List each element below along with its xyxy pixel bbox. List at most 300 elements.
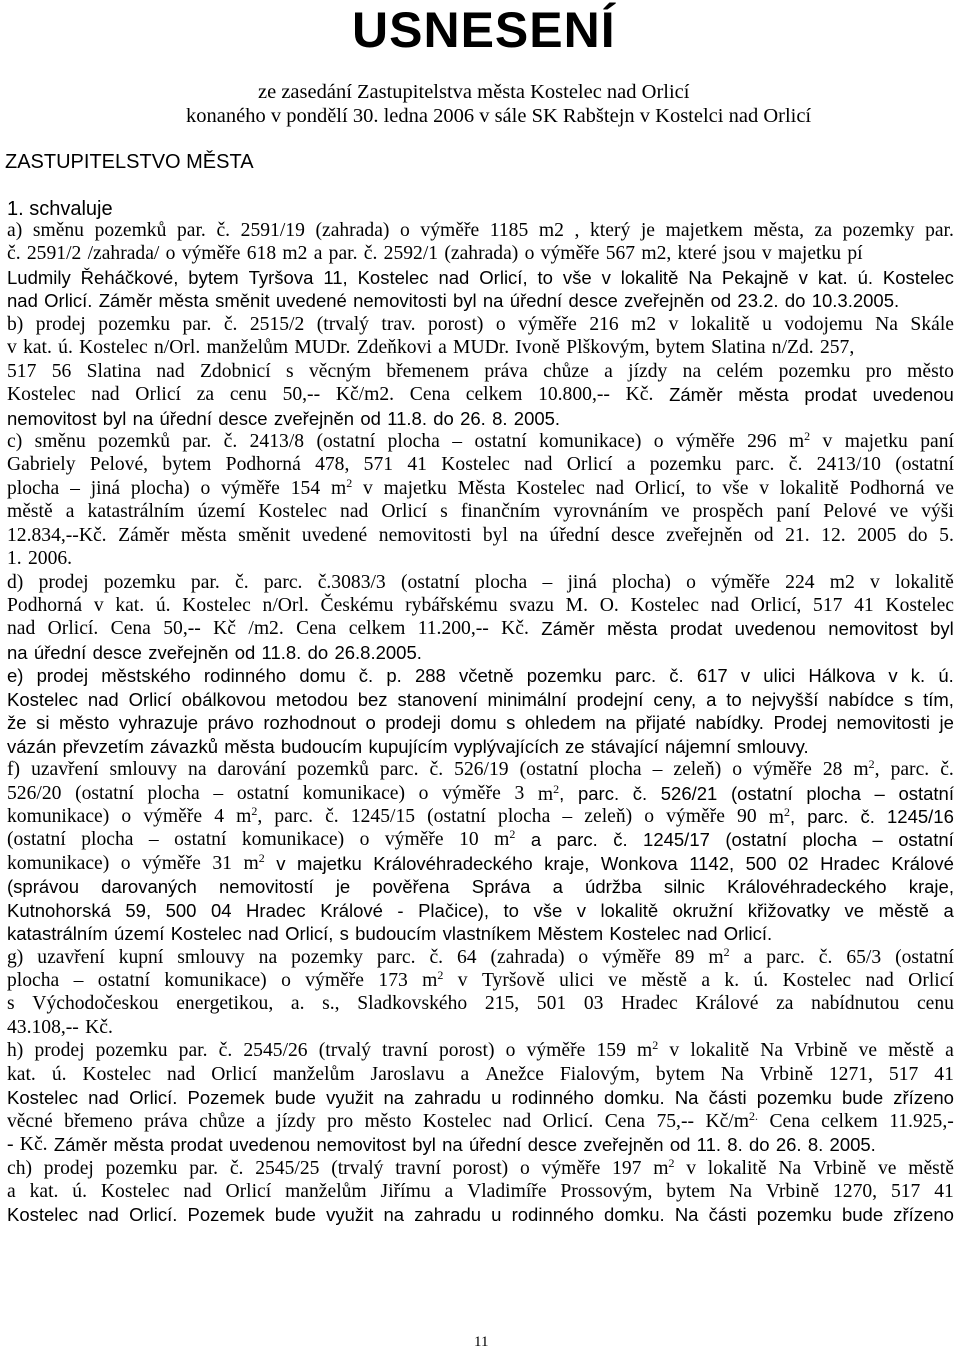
word: Cena	[604, 1110, 645, 1132]
word: komunikace)	[7, 852, 110, 874]
word: č.	[363, 243, 378, 265]
document-title: USNESENÍ	[352, 2, 616, 58]
word: manželům	[285, 1180, 367, 1202]
word: od	[710, 290, 732, 312]
word: výměře	[540, 243, 600, 265]
word: ve	[844, 899, 865, 921]
word: komunikace)	[539, 430, 642, 452]
word: 617	[696, 665, 728, 687]
word: a	[438, 337, 447, 359]
word: kat.	[817, 266, 848, 288]
word: č.	[7, 243, 21, 265]
word: plocha	[7, 970, 60, 991]
word: Orlicí	[566, 454, 613, 476]
word: n/Orl.	[153, 337, 201, 359]
word: (ostatní	[7, 829, 66, 851]
word: –	[73, 970, 84, 991]
word: –	[874, 782, 885, 804]
word: od	[753, 524, 774, 546]
word: Kostelec	[882, 266, 954, 288]
word: o	[732, 759, 743, 781]
word: 257,	[819, 337, 855, 359]
word: Na	[674, 1204, 699, 1226]
word: Zdeňkovi	[356, 337, 432, 359]
word: 526/19	[454, 759, 509, 781]
word: 526/21	[660, 782, 718, 804]
word: v	[686, 1157, 697, 1179]
word: vyplývajících	[453, 735, 559, 757]
word: 2591/2	[26, 243, 82, 265]
word: za	[814, 220, 833, 241]
word: nad	[183, 1180, 212, 1202]
word: výměře	[420, 220, 480, 241]
word: porost)	[427, 313, 484, 335]
word: majetkem	[665, 220, 743, 241]
word: byl	[452, 290, 477, 312]
word: území	[197, 501, 246, 523]
word: zeleň)	[673, 759, 722, 781]
word: nabídnutou	[811, 993, 900, 1015]
word: $m^2$	[243, 850, 265, 874]
word: $m^2$	[422, 968, 444, 991]
word: ú.	[938, 665, 954, 687]
word: plocha	[147, 782, 200, 804]
text-line	[7, 547, 954, 570]
word: výměře	[602, 946, 661, 968]
text-line	[7, 922, 954, 945]
word: výměře	[384, 829, 444, 851]
word: ve	[935, 477, 954, 499]
word: Orlicí,	[634, 477, 686, 499]
word: 618	[246, 243, 277, 265]
word: komunikace)	[164, 970, 267, 991]
word: nad	[87, 688, 119, 710]
word: směnu	[34, 430, 86, 452]
word: par.	[189, 1157, 219, 1179]
word: par.	[182, 430, 212, 452]
word: nabídky.	[695, 712, 764, 734]
word: ohledem	[524, 712, 596, 734]
word: do	[307, 641, 329, 663]
word: 28	[822, 759, 843, 781]
word: a	[701, 970, 711, 991]
word: Prodej	[773, 712, 827, 734]
word: nad	[686, 923, 718, 945]
word: Pekajně	[721, 266, 789, 288]
word: par.	[177, 220, 206, 241]
word: Na	[760, 1040, 784, 1062]
word: $m^2$	[330, 475, 353, 499]
word: úřední	[159, 407, 212, 429]
word: Orlicí	[211, 1063, 257, 1085]
word: obálkovou	[181, 688, 266, 710]
word: je	[939, 712, 954, 734]
word: $m^2$	[653, 1155, 675, 1179]
word: města	[607, 618, 658, 640]
word: v	[798, 266, 808, 288]
word: 12.834,--Kč.	[7, 524, 107, 546]
word: tím,	[923, 688, 954, 710]
word: parc.	[379, 759, 419, 781]
text-line	[7, 992, 954, 1015]
text-line	[7, 758, 954, 781]
word: nad	[88, 1204, 119, 1226]
word: desce	[527, 1134, 578, 1156]
word: o	[365, 712, 376, 734]
word: Kostelec	[885, 595, 954, 616]
word: finančním	[460, 501, 541, 523]
word: č.	[860, 805, 875, 827]
word: 3	[514, 782, 525, 804]
word: jsou	[722, 243, 756, 265]
word: (ostatní	[731, 782, 793, 804]
word: kat.	[7, 1063, 36, 1085]
word: č.	[429, 946, 444, 968]
word: 26.8.2005.	[334, 641, 422, 663]
word: 10.3.2005.	[811, 290, 900, 312]
word: Pelové	[823, 501, 877, 523]
word: kat.	[29, 1180, 59, 1202]
word: s	[440, 501, 448, 523]
text-line	[7, 735, 954, 758]
word: kat.	[23, 337, 52, 359]
word: si	[36, 712, 50, 734]
word: 517	[813, 595, 843, 616]
word: Orlicí.	[44, 290, 93, 312]
word: o	[359, 829, 370, 851]
word: a	[444, 1180, 454, 1202]
word: desce	[611, 524, 655, 546]
word: katastrálním	[87, 501, 185, 523]
word: nad	[438, 266, 470, 288]
word: na	[605, 712, 626, 734]
word: na	[383, 1204, 405, 1226]
word: 50,--	[163, 618, 201, 640]
word: uvedené	[301, 524, 368, 546]
word: –	[542, 571, 553, 593]
word: (ostatní	[725, 829, 788, 851]
word: o	[418, 782, 429, 804]
superscript: 2	[346, 475, 353, 490]
word: k.	[910, 665, 926, 687]
word: nad	[524, 454, 553, 476]
word: uzavření	[37, 946, 105, 968]
superscript: 2	[251, 803, 258, 818]
word: $Kč/m^{2.}$	[705, 1108, 758, 1132]
word: travní	[395, 1157, 441, 1179]
word: výměře	[753, 759, 812, 781]
word: e)	[7, 665, 24, 687]
word: Ivoně	[515, 337, 561, 359]
word: 41	[854, 595, 874, 616]
word: Králové	[891, 852, 954, 874]
superscript: 2	[804, 428, 811, 443]
word: nemovitost	[316, 1134, 406, 1156]
word: 11.8.	[261, 641, 302, 663]
word: uvedené	[275, 290, 347, 312]
word: plocha	[474, 571, 528, 593]
word: v	[761, 243, 772, 265]
word: Skále	[910, 313, 954, 335]
word: části	[708, 1204, 747, 1226]
word: vše	[533, 899, 563, 921]
word: a	[552, 876, 563, 898]
word: Kostelec	[441, 454, 510, 476]
word: Podhorná	[225, 454, 301, 476]
word: parc.	[766, 946, 805, 968]
word: městě	[7, 501, 53, 523]
word: části	[708, 1087, 747, 1109]
word: městského	[101, 665, 191, 687]
word: nad	[7, 290, 38, 312]
word: g)	[7, 946, 24, 968]
word: plocha	[387, 430, 440, 452]
word: 159	[596, 1040, 626, 1062]
word: Kostelec	[182, 595, 251, 616]
word: převzetím	[62, 735, 144, 757]
word: ú.	[857, 266, 873, 288]
word: Fialovým,	[559, 1063, 640, 1085]
word: par.	[182, 313, 212, 335]
word: Orlicí	[128, 688, 172, 710]
word: domu	[299, 665, 346, 687]
word: a	[943, 899, 954, 921]
word: městě	[641, 970, 687, 991]
word: o	[120, 852, 131, 874]
word: výměře	[666, 805, 725, 827]
word: výši	[921, 501, 954, 523]
word: cenu	[229, 384, 267, 406]
word: O.	[599, 595, 619, 616]
word: pozemků	[297, 759, 369, 781]
word: 215,	[484, 993, 520, 1015]
word: zveřejněn	[666, 524, 743, 546]
word: plocha	[589, 759, 642, 781]
word: 2592/1	[383, 243, 439, 265]
word: byl	[930, 618, 954, 640]
word: na	[7, 641, 28, 663]
word: par.	[178, 1040, 208, 1062]
word: jízdy	[628, 360, 668, 382]
word: nad	[502, 1110, 532, 1132]
word: Cena	[409, 384, 451, 406]
word: ze	[565, 735, 585, 757]
word: /m2.	[248, 618, 284, 640]
word: Kostelec	[258, 501, 327, 523]
word: č.	[223, 430, 238, 452]
word: výměře	[526, 1040, 586, 1062]
word: v	[669, 1040, 680, 1062]
word: Kostelec	[79, 337, 148, 359]
word: rodinného	[511, 1204, 594, 1226]
word: o	[505, 1040, 516, 1062]
word: přijaté	[635, 712, 686, 734]
word: -	[397, 899, 404, 921]
word: jiná	[90, 477, 121, 499]
text-line	[7, 711, 954, 734]
word: u	[762, 313, 772, 335]
word: paní	[920, 430, 954, 452]
word: (trvalý	[331, 1157, 384, 1179]
word: n/Orl.	[262, 595, 309, 616]
word: uvedenou	[228, 1134, 311, 1156]
word: nad	[91, 384, 120, 406]
word: ostatní	[898, 782, 954, 804]
word: /zahrada/	[87, 243, 160, 265]
word: 5.	[939, 524, 954, 546]
word: město	[907, 360, 954, 382]
word: Sladkovského	[357, 993, 468, 1015]
word: b)	[7, 313, 24, 335]
word: celkem	[821, 1110, 878, 1132]
word: práva	[144, 1110, 188, 1132]
text-line	[7, 219, 954, 242]
word: parc.	[376, 946, 416, 968]
word: Kč/m2.	[335, 384, 395, 406]
word: 2545/25	[255, 1157, 320, 1179]
text-line	[7, 875, 954, 898]
word: ostatní	[898, 829, 954, 851]
word: ulici	[763, 665, 796, 687]
word: parc.	[556, 829, 598, 851]
word: parc.	[274, 805, 313, 827]
word: pověřena	[372, 876, 450, 898]
text-line	[7, 1133, 954, 1156]
word: $m^2$	[708, 944, 730, 968]
word: výměře	[518, 313, 577, 335]
word: plocha	[498, 805, 551, 827]
text-line	[7, 899, 954, 922]
word: v	[740, 665, 751, 687]
word: ú.	[51, 1063, 67, 1085]
word: stanovení	[397, 688, 478, 710]
word: Králové	[695, 993, 759, 1015]
superscript: 2.	[748, 1108, 758, 1123]
word: lokalitě	[895, 571, 954, 593]
word: 02	[788, 852, 809, 874]
meeting-subtitle-line2: konaného v pondělí 30. ledna 2006 v sále SK Rabštejn v Kostelci nad Orlicí	[186, 105, 812, 127]
word: č.	[940, 759, 954, 781]
word: a	[7, 1180, 16, 1202]
word: a	[626, 454, 636, 476]
word: okružní	[672, 899, 734, 921]
word: 03	[583, 993, 604, 1015]
word: nemovitost	[7, 407, 97, 429]
word: na	[442, 1134, 463, 1156]
text-line	[7, 383, 954, 406]
text-line	[7, 852, 954, 875]
word: 26.	[775, 1134, 802, 1156]
word: který	[589, 220, 631, 241]
word: Orlicí	[381, 501, 428, 523]
text-line	[7, 242, 954, 265]
word: 517	[890, 1180, 921, 1202]
word: na	[188, 759, 207, 781]
text-line	[7, 1157, 954, 1180]
word: to	[537, 266, 553, 288]
word: ú.	[58, 337, 73, 359]
word: 154	[290, 477, 321, 499]
word: závazků	[150, 735, 218, 757]
word: výměře	[675, 430, 735, 452]
word: (ostatní	[316, 430, 376, 452]
word: Cena	[769, 1110, 810, 1132]
word: vše	[562, 266, 592, 288]
word: 1271,	[828, 1063, 873, 1085]
word: 517	[7, 360, 37, 382]
word: v	[276, 852, 286, 874]
word: práva	[484, 360, 528, 382]
word: výměře	[181, 243, 241, 265]
word: lokalitě	[779, 477, 839, 499]
word: (ostatní	[427, 805, 486, 827]
text-line	[7, 1180, 954, 1203]
word: d)	[7, 571, 24, 593]
word: domu	[450, 712, 497, 734]
word: $m^2$	[637, 1038, 659, 1062]
word: zveřejněn	[148, 641, 229, 663]
word: výměře	[541, 1157, 601, 1179]
word: 04	[210, 899, 232, 921]
word: Na	[688, 266, 712, 288]
word: č.	[218, 1040, 233, 1062]
word: 216	[589, 313, 619, 335]
word: zveřejněn	[583, 1134, 664, 1156]
word: uvedenou	[872, 384, 954, 406]
word: 26.	[460, 407, 486, 429]
word: pozemku	[778, 360, 851, 382]
word: prodejní	[576, 688, 644, 710]
word: byl	[412, 1134, 436, 1156]
word: plocha)	[612, 571, 671, 593]
word: že	[7, 712, 27, 734]
word: parc.	[735, 454, 775, 476]
word: plocha	[7, 477, 60, 499]
word: nad	[340, 501, 369, 523]
word: to	[726, 688, 742, 710]
word: 41	[934, 1180, 954, 1202]
word: prodeji	[385, 712, 441, 734]
word: č.	[223, 313, 238, 335]
word: 11.200,--	[417, 618, 489, 640]
word: za	[196, 384, 215, 406]
resolution-body	[7, 219, 954, 1227]
word: 8.	[492, 407, 508, 429]
word: Orlicí.	[542, 1110, 594, 1132]
word: byl	[482, 524, 508, 546]
word: to	[503, 899, 519, 921]
word: 50,--	[282, 384, 321, 406]
word: ve	[661, 501, 680, 523]
word: Kostelec	[170, 923, 242, 945]
word: č.	[325, 805, 339, 827]
text-line	[7, 617, 954, 640]
word: 11.8.	[387, 407, 427, 429]
word: břemenem	[386, 360, 470, 382]
word: (zahrada)	[315, 220, 390, 241]
word: ,	[574, 220, 580, 241]
word: s	[339, 923, 349, 945]
word: 65/3	[846, 946, 882, 968]
word: Orlicí.	[129, 1204, 178, 1226]
word: v	[759, 477, 770, 499]
word: města	[738, 384, 789, 406]
word: byl	[102, 407, 127, 429]
word: do	[433, 407, 454, 429]
word: město	[58, 712, 110, 734]
text-line	[7, 500, 954, 523]
text-line	[7, 571, 954, 594]
